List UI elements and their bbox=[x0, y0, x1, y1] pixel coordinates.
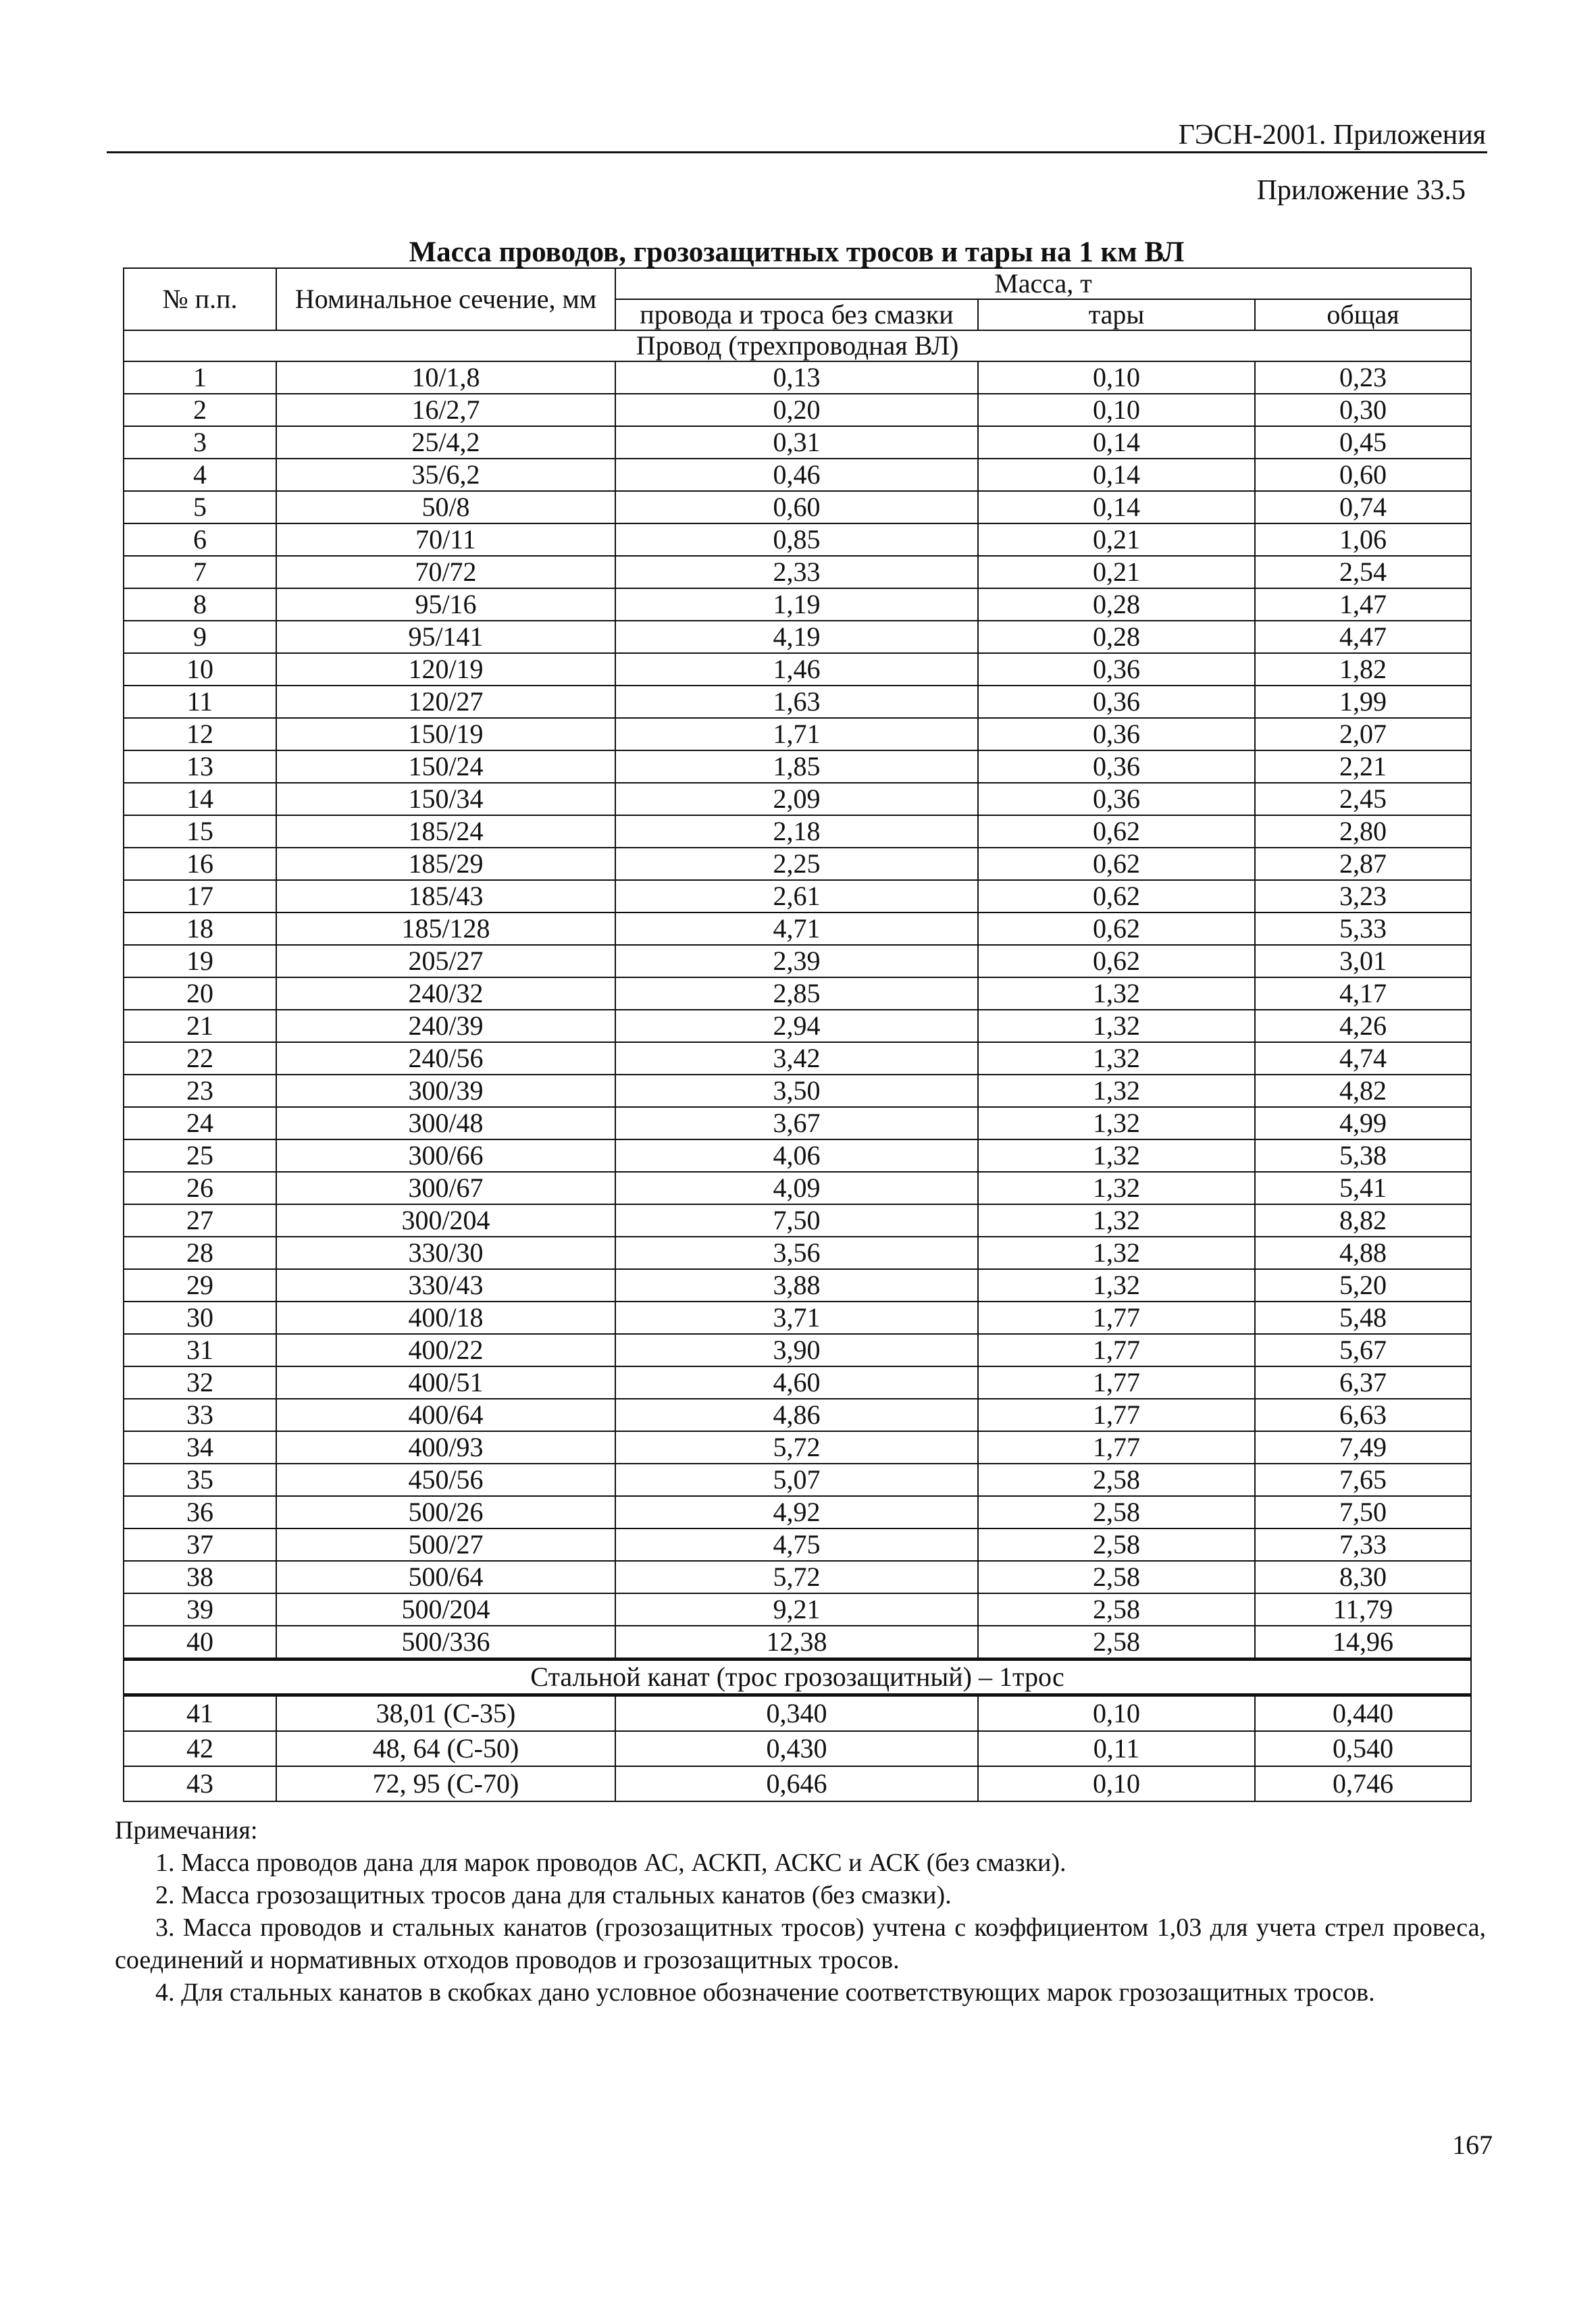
table-row bbox=[124, 1695, 1471, 1732]
table-row bbox=[124, 653, 1471, 686]
cell-tare-mass: 2,58 bbox=[978, 1626, 1255, 1660]
cell-num: 33 bbox=[124, 1399, 276, 1431]
cell-tare-mass: 2,58 bbox=[978, 1561, 1255, 1593]
table-row bbox=[124, 718, 1471, 750]
cell-section: 500/336 bbox=[276, 1626, 615, 1660]
table-row bbox=[124, 1496, 1471, 1528]
cell-num: 42 bbox=[124, 1731, 276, 1766]
section-title-ropes: Стальной канат (трос грозозащитный) – 1трос bbox=[124, 1660, 1471, 1695]
cell-total-mass: 0,74 bbox=[1255, 491, 1471, 523]
cell-total-mass: 1,99 bbox=[1255, 686, 1471, 718]
cell-wire-mass: 0,430 bbox=[615, 1731, 978, 1766]
cell-tare-mass: 0,14 bbox=[978, 426, 1255, 459]
col-header-tare: тары bbox=[978, 299, 1255, 330]
cell-wire-mass: 0,340 bbox=[615, 1695, 978, 1732]
running-title: ГЭСН-2001. Приложения bbox=[1178, 120, 1486, 151]
cell-wire-mass: 0,20 bbox=[615, 394, 978, 426]
cell-total-mass: 4,88 bbox=[1255, 1237, 1471, 1269]
col-header-num: № п.п. bbox=[124, 268, 276, 330]
cell-num: 1 bbox=[124, 361, 276, 394]
note-item: 3. Масса проводов и стальных канатов (грозозащитных тросов) учтена с коэффициентом 1,03 для учета стрел провеса, соединений и нормативных отходов проводов и грозозащитных тросов. bbox=[115, 1913, 1486, 1974]
cell-wire-mass: 4,92 bbox=[615, 1496, 978, 1528]
cell-tare-mass: 0,10 bbox=[978, 1766, 1255, 1801]
cell-wire-mass: 2,94 bbox=[615, 1010, 978, 1042]
cell-num: 40 bbox=[124, 1626, 276, 1660]
cell-total-mass: 2,80 bbox=[1255, 815, 1471, 848]
notes-block bbox=[115, 1814, 1486, 2009]
cell-tare-mass: 2,58 bbox=[978, 1496, 1255, 1528]
cell-num: 16 bbox=[124, 848, 276, 880]
cell-wire-mass: 1,71 bbox=[615, 718, 978, 750]
table-row bbox=[124, 1139, 1471, 1172]
cell-total-mass: 6,63 bbox=[1255, 1399, 1471, 1431]
table-row bbox=[124, 1766, 1471, 1801]
section-row-ropes bbox=[124, 1660, 1471, 1695]
cell-tare-mass: 2,58 bbox=[978, 1593, 1255, 1626]
table-row bbox=[124, 1042, 1471, 1075]
mass-table bbox=[123, 267, 1472, 1802]
cell-wire-mass: 1,63 bbox=[615, 686, 978, 718]
table-row bbox=[124, 1528, 1471, 1561]
cell-section: 50/8 bbox=[276, 491, 615, 523]
cell-tare-mass: 0,36 bbox=[978, 718, 1255, 750]
table-row bbox=[124, 1464, 1471, 1496]
cell-total-mass: 4,47 bbox=[1255, 621, 1471, 653]
cell-tare-mass: 1,32 bbox=[978, 1139, 1255, 1172]
cell-wire-mass: 3,56 bbox=[615, 1237, 978, 1269]
cell-wire-mass: 2,39 bbox=[615, 945, 978, 977]
table-row bbox=[124, 394, 1471, 426]
cell-section: 185/24 bbox=[276, 815, 615, 848]
cell-total-mass: 1,82 bbox=[1255, 653, 1471, 686]
note-item: 4. Для стальных канатов в скобках дано условное обозначение соответствующих марок грозозащитных тросов. bbox=[155, 1978, 1375, 2007]
table-row bbox=[124, 1237, 1471, 1269]
cell-tare-mass: 1,32 bbox=[978, 1269, 1255, 1302]
cell-total-mass: 0,746 bbox=[1255, 1766, 1471, 1801]
section-row-wires bbox=[124, 330, 1471, 361]
cell-num: 27 bbox=[124, 1204, 276, 1237]
header-rule bbox=[107, 151, 1487, 153]
table-row bbox=[124, 686, 1471, 718]
cell-num: 8 bbox=[124, 588, 276, 621]
table-row bbox=[124, 1399, 1471, 1431]
cell-tare-mass: 0,62 bbox=[978, 880, 1255, 912]
cell-num: 39 bbox=[124, 1593, 276, 1626]
table-row bbox=[124, 426, 1471, 459]
cell-tare-mass: 1,77 bbox=[978, 1302, 1255, 1334]
table-row bbox=[124, 945, 1471, 977]
cell-total-mass: 0,540 bbox=[1255, 1731, 1471, 1766]
cell-section: 240/32 bbox=[276, 977, 615, 1010]
cell-total-mass: 5,67 bbox=[1255, 1334, 1471, 1366]
cell-wire-mass: 5,72 bbox=[615, 1561, 978, 1593]
cell-tare-mass: 0,14 bbox=[978, 459, 1255, 491]
cell-num: 31 bbox=[124, 1334, 276, 1366]
cell-total-mass: 2,07 bbox=[1255, 718, 1471, 750]
table-row bbox=[124, 1593, 1471, 1626]
cell-wire-mass: 0,60 bbox=[615, 491, 978, 523]
cell-wire-mass: 1,46 bbox=[615, 653, 978, 686]
cell-total-mass: 0,440 bbox=[1255, 1695, 1471, 1732]
cell-tare-mass: 0,62 bbox=[978, 848, 1255, 880]
cell-total-mass: 4,74 bbox=[1255, 1042, 1471, 1075]
cell-section: 120/27 bbox=[276, 686, 615, 718]
cell-section: 185/29 bbox=[276, 848, 615, 880]
table-row bbox=[124, 1269, 1471, 1302]
cell-section: 400/22 bbox=[276, 1334, 615, 1366]
cell-tare-mass: 0,10 bbox=[978, 1695, 1255, 1732]
cell-tare-mass: 0,36 bbox=[978, 783, 1255, 815]
cell-section: 205/27 bbox=[276, 945, 615, 977]
cell-num: 28 bbox=[124, 1237, 276, 1269]
table-row bbox=[124, 1302, 1471, 1334]
cell-total-mass: 5,48 bbox=[1255, 1302, 1471, 1334]
cell-wire-mass: 2,61 bbox=[615, 880, 978, 912]
cell-tare-mass: 0,28 bbox=[978, 621, 1255, 653]
table-row bbox=[124, 621, 1471, 653]
cell-wire-mass: 7,50 bbox=[615, 1204, 978, 1237]
cell-tare-mass: 0,36 bbox=[978, 686, 1255, 718]
cell-section: 300/48 bbox=[276, 1107, 615, 1139]
cell-num: 11 bbox=[124, 686, 276, 718]
cell-wire-mass: 2,18 bbox=[615, 815, 978, 848]
table-row bbox=[124, 1626, 1471, 1660]
cell-section: 300/67 bbox=[276, 1172, 615, 1204]
cell-num: 12 bbox=[124, 718, 276, 750]
section-title-wires: Провод (трехпроводная ВЛ) bbox=[124, 330, 1471, 361]
table-row bbox=[124, 848, 1471, 880]
cell-section: 300/39 bbox=[276, 1075, 615, 1107]
cell-num: 5 bbox=[124, 491, 276, 523]
cell-wire-mass: 0,46 bbox=[615, 459, 978, 491]
table-row bbox=[124, 1561, 1471, 1593]
cell-section: 38,01 (С-35) bbox=[276, 1695, 615, 1732]
cell-tare-mass: 1,32 bbox=[978, 1237, 1255, 1269]
appendix-label: Приложение 33.5 bbox=[1256, 175, 1466, 206]
cell-num: 30 bbox=[124, 1302, 276, 1334]
cell-total-mass: 5,20 bbox=[1255, 1269, 1471, 1302]
cell-tare-mass: 0,11 bbox=[978, 1731, 1255, 1766]
table-row bbox=[124, 783, 1471, 815]
cell-total-mass: 5,41 bbox=[1255, 1172, 1471, 1204]
cell-num: 26 bbox=[124, 1172, 276, 1204]
cell-total-mass: 0,30 bbox=[1255, 394, 1471, 426]
table-row bbox=[124, 815, 1471, 848]
cell-tare-mass: 2,58 bbox=[978, 1464, 1255, 1496]
cell-tare-mass: 1,77 bbox=[978, 1431, 1255, 1464]
table-row bbox=[124, 1010, 1471, 1042]
cell-wire-mass: 3,67 bbox=[615, 1107, 978, 1139]
notes-heading: Примечания: bbox=[115, 1816, 258, 1845]
cell-tare-mass: 1,77 bbox=[978, 1334, 1255, 1366]
cell-num: 10 bbox=[124, 653, 276, 686]
cell-wire-mass: 0,13 bbox=[615, 361, 978, 394]
cell-num: 15 bbox=[124, 815, 276, 848]
cell-section: 330/43 bbox=[276, 1269, 615, 1302]
col-header-section: Номинальное сечение, мм bbox=[276, 268, 615, 330]
cell-total-mass: 2,21 bbox=[1255, 750, 1471, 783]
cell-section: 10/1,8 bbox=[276, 361, 615, 394]
cell-section: 240/39 bbox=[276, 1010, 615, 1042]
cell-wire-mass: 4,71 bbox=[615, 912, 978, 945]
cell-section: 450/56 bbox=[276, 1464, 615, 1496]
col-header-wire: провода и троса без смазки bbox=[615, 299, 978, 330]
cell-tare-mass: 0,62 bbox=[978, 912, 1255, 945]
cell-total-mass: 5,38 bbox=[1255, 1139, 1471, 1172]
cell-wire-mass: 1,85 bbox=[615, 750, 978, 783]
cell-num: 22 bbox=[124, 1042, 276, 1075]
cell-total-mass: 2,45 bbox=[1255, 783, 1471, 815]
note-item: 2. Масса грозозащитных тросов дана для стальных канатов (без смазки). bbox=[155, 1881, 952, 1909]
cell-num: 2 bbox=[124, 394, 276, 426]
cell-total-mass: 7,49 bbox=[1255, 1431, 1471, 1464]
cell-tare-mass: 1,32 bbox=[978, 1107, 1255, 1139]
cell-section: 95/16 bbox=[276, 588, 615, 621]
cell-section: 150/19 bbox=[276, 718, 615, 750]
cell-total-mass: 7,65 bbox=[1255, 1464, 1471, 1496]
table-row bbox=[124, 588, 1471, 621]
cell-total-mass: 4,26 bbox=[1255, 1010, 1471, 1042]
cell-wire-mass: 2,25 bbox=[615, 848, 978, 880]
cell-total-mass: 0,45 bbox=[1255, 426, 1471, 459]
cell-tare-mass: 1,32 bbox=[978, 1172, 1255, 1204]
cell-section: 240/56 bbox=[276, 1042, 615, 1075]
table-header-row bbox=[124, 268, 1471, 299]
cell-tare-mass: 1,32 bbox=[978, 977, 1255, 1010]
cell-num: 43 bbox=[124, 1766, 276, 1801]
cell-num: 13 bbox=[124, 750, 276, 783]
cell-num: 7 bbox=[124, 556, 276, 588]
cell-tare-mass: 1,32 bbox=[978, 1042, 1255, 1075]
table-row bbox=[124, 1204, 1471, 1237]
cell-num: 38 bbox=[124, 1561, 276, 1593]
cell-section: 95/141 bbox=[276, 621, 615, 653]
cell-num: 14 bbox=[124, 783, 276, 815]
table-row bbox=[124, 1172, 1471, 1204]
cell-total-mass: 2,54 bbox=[1255, 556, 1471, 588]
table-row bbox=[124, 556, 1471, 588]
cell-total-mass: 3,01 bbox=[1255, 945, 1471, 977]
cell-wire-mass: 0,85 bbox=[615, 523, 978, 556]
cell-total-mass: 8,82 bbox=[1255, 1204, 1471, 1237]
cell-section: 70/11 bbox=[276, 523, 615, 556]
table-row bbox=[124, 459, 1471, 491]
table-row bbox=[124, 880, 1471, 912]
cell-wire-mass: 2,09 bbox=[615, 783, 978, 815]
cell-section: 500/64 bbox=[276, 1561, 615, 1593]
cell-tare-mass: 1,32 bbox=[978, 1204, 1255, 1237]
cell-wire-mass: 2,85 bbox=[615, 977, 978, 1010]
cell-section: 16/2,7 bbox=[276, 394, 615, 426]
table-row bbox=[124, 977, 1471, 1010]
cell-num: 6 bbox=[124, 523, 276, 556]
cell-wire-mass: 3,71 bbox=[615, 1302, 978, 1334]
cell-num: 37 bbox=[124, 1528, 276, 1561]
cell-wire-mass: 1,19 bbox=[615, 588, 978, 621]
cell-wire-mass: 0,646 bbox=[615, 1766, 978, 1801]
table-title: Масса проводов, грозозащитных тросов и тары на 1 км ВЛ bbox=[409, 236, 1185, 268]
cell-num: 35 bbox=[124, 1464, 276, 1496]
page-number: 167 bbox=[1452, 2130, 1493, 2160]
cell-wire-mass: 4,06 bbox=[615, 1139, 978, 1172]
cell-section: 185/128 bbox=[276, 912, 615, 945]
table-row bbox=[124, 523, 1471, 556]
table-row bbox=[124, 491, 1471, 523]
cell-section: 70/72 bbox=[276, 556, 615, 588]
cell-num: 17 bbox=[124, 880, 276, 912]
cell-wire-mass: 3,50 bbox=[615, 1075, 978, 1107]
cell-total-mass: 4,82 bbox=[1255, 1075, 1471, 1107]
cell-tare-mass: 0,21 bbox=[978, 523, 1255, 556]
cell-wire-mass: 4,19 bbox=[615, 621, 978, 653]
cell-section: 330/30 bbox=[276, 1237, 615, 1269]
cell-tare-mass: 2,58 bbox=[978, 1528, 1255, 1561]
cell-tare-mass: 1,32 bbox=[978, 1010, 1255, 1042]
cell-total-mass: 4,99 bbox=[1255, 1107, 1471, 1139]
cell-num: 9 bbox=[124, 621, 276, 653]
cell-section: 400/51 bbox=[276, 1366, 615, 1399]
cell-wire-mass: 12,38 bbox=[615, 1626, 978, 1660]
cell-total-mass: 14,96 bbox=[1255, 1626, 1471, 1660]
cell-section: 500/204 bbox=[276, 1593, 615, 1626]
cell-num: 23 bbox=[124, 1075, 276, 1107]
cell-total-mass: 4,17 bbox=[1255, 977, 1471, 1010]
cell-section: 400/93 bbox=[276, 1431, 615, 1464]
cell-total-mass: 1,06 bbox=[1255, 523, 1471, 556]
cell-total-mass: 0,60 bbox=[1255, 459, 1471, 491]
table-row bbox=[124, 1366, 1471, 1399]
cell-section: 48, 64 (С-50) bbox=[276, 1731, 615, 1766]
cell-tare-mass: 0,21 bbox=[978, 556, 1255, 588]
cell-total-mass: 0,23 bbox=[1255, 361, 1471, 394]
cell-tare-mass: 0,28 bbox=[978, 588, 1255, 621]
cell-total-mass: 3,23 bbox=[1255, 880, 1471, 912]
cell-num: 4 bbox=[124, 459, 276, 491]
cell-wire-mass: 4,86 bbox=[615, 1399, 978, 1431]
table-row bbox=[124, 361, 1471, 394]
cell-wire-mass: 3,88 bbox=[615, 1269, 978, 1302]
cell-total-mass: 6,37 bbox=[1255, 1366, 1471, 1399]
cell-section: 400/64 bbox=[276, 1399, 615, 1431]
cell-wire-mass: 4,09 bbox=[615, 1172, 978, 1204]
cell-wire-mass: 9,21 bbox=[615, 1593, 978, 1626]
cell-num: 32 bbox=[124, 1366, 276, 1399]
table-row bbox=[124, 1334, 1471, 1366]
cell-tare-mass: 1,77 bbox=[978, 1366, 1255, 1399]
cell-num: 21 bbox=[124, 1010, 276, 1042]
cell-tare-mass: 0,14 bbox=[978, 491, 1255, 523]
cell-section: 300/204 bbox=[276, 1204, 615, 1237]
cell-tare-mass: 0,36 bbox=[978, 750, 1255, 783]
cell-wire-mass: 3,90 bbox=[615, 1334, 978, 1366]
cell-tare-mass: 0,62 bbox=[978, 815, 1255, 848]
cell-wire-mass: 2,33 bbox=[615, 556, 978, 588]
cell-section: 35/6,2 bbox=[276, 459, 615, 491]
cell-num: 20 bbox=[124, 977, 276, 1010]
cell-wire-mass: 5,07 bbox=[615, 1464, 978, 1496]
cell-tare-mass: 0,10 bbox=[978, 361, 1255, 394]
cell-section: 500/27 bbox=[276, 1528, 615, 1561]
table-row bbox=[124, 1107, 1471, 1139]
cell-wire-mass: 4,60 bbox=[615, 1366, 978, 1399]
cell-total-mass: 5,33 bbox=[1255, 912, 1471, 945]
cell-total-mass: 8,30 bbox=[1255, 1561, 1471, 1593]
cell-section: 185/43 bbox=[276, 880, 615, 912]
cell-num: 3 bbox=[124, 426, 276, 459]
cell-section: 72, 95 (С-70) bbox=[276, 1766, 615, 1801]
cell-tare-mass: 0,62 bbox=[978, 945, 1255, 977]
cell-wire-mass: 0,31 bbox=[615, 426, 978, 459]
cell-tare-mass: 0,10 bbox=[978, 394, 1255, 426]
cell-total-mass: 7,50 bbox=[1255, 1496, 1471, 1528]
note-item: 1. Масса проводов дана для марок проводов АС, АСКП, АСКС и АСК (без смазки). bbox=[155, 1849, 1066, 1877]
cell-num: 25 bbox=[124, 1139, 276, 1172]
cell-tare-mass: 1,32 bbox=[978, 1075, 1255, 1107]
cell-section: 150/24 bbox=[276, 750, 615, 783]
cell-section: 500/26 bbox=[276, 1496, 615, 1528]
table-row bbox=[124, 912, 1471, 945]
cell-wire-mass: 5,72 bbox=[615, 1431, 978, 1464]
cell-num: 24 bbox=[124, 1107, 276, 1139]
cell-wire-mass: 3,42 bbox=[615, 1042, 978, 1075]
cell-section: 150/34 bbox=[276, 783, 615, 815]
cell-total-mass: 11,79 bbox=[1255, 1593, 1471, 1626]
cell-tare-mass: 0,36 bbox=[978, 653, 1255, 686]
cell-num: 18 bbox=[124, 912, 276, 945]
col-header-mass: Масса, т bbox=[615, 268, 1471, 299]
cell-section: 120/19 bbox=[276, 653, 615, 686]
cell-wire-mass: 4,75 bbox=[615, 1528, 978, 1561]
cell-num: 34 bbox=[124, 1431, 276, 1464]
cell-total-mass: 7,33 bbox=[1255, 1528, 1471, 1561]
cell-num: 29 bbox=[124, 1269, 276, 1302]
cell-section: 25/4,2 bbox=[276, 426, 615, 459]
table-row bbox=[124, 1431, 1471, 1464]
cell-total-mass: 1,47 bbox=[1255, 588, 1471, 621]
cell-section: 400/18 bbox=[276, 1302, 615, 1334]
cell-num: 41 bbox=[124, 1695, 276, 1732]
table-row bbox=[124, 750, 1471, 783]
table-row bbox=[124, 1731, 1471, 1766]
cell-num: 36 bbox=[124, 1496, 276, 1528]
cell-tare-mass: 1,77 bbox=[978, 1399, 1255, 1431]
cell-total-mass: 2,87 bbox=[1255, 848, 1471, 880]
cell-num: 19 bbox=[124, 945, 276, 977]
cell-section: 300/66 bbox=[276, 1139, 615, 1172]
col-header-total: общая bbox=[1255, 299, 1471, 330]
table-row bbox=[124, 1075, 1471, 1107]
